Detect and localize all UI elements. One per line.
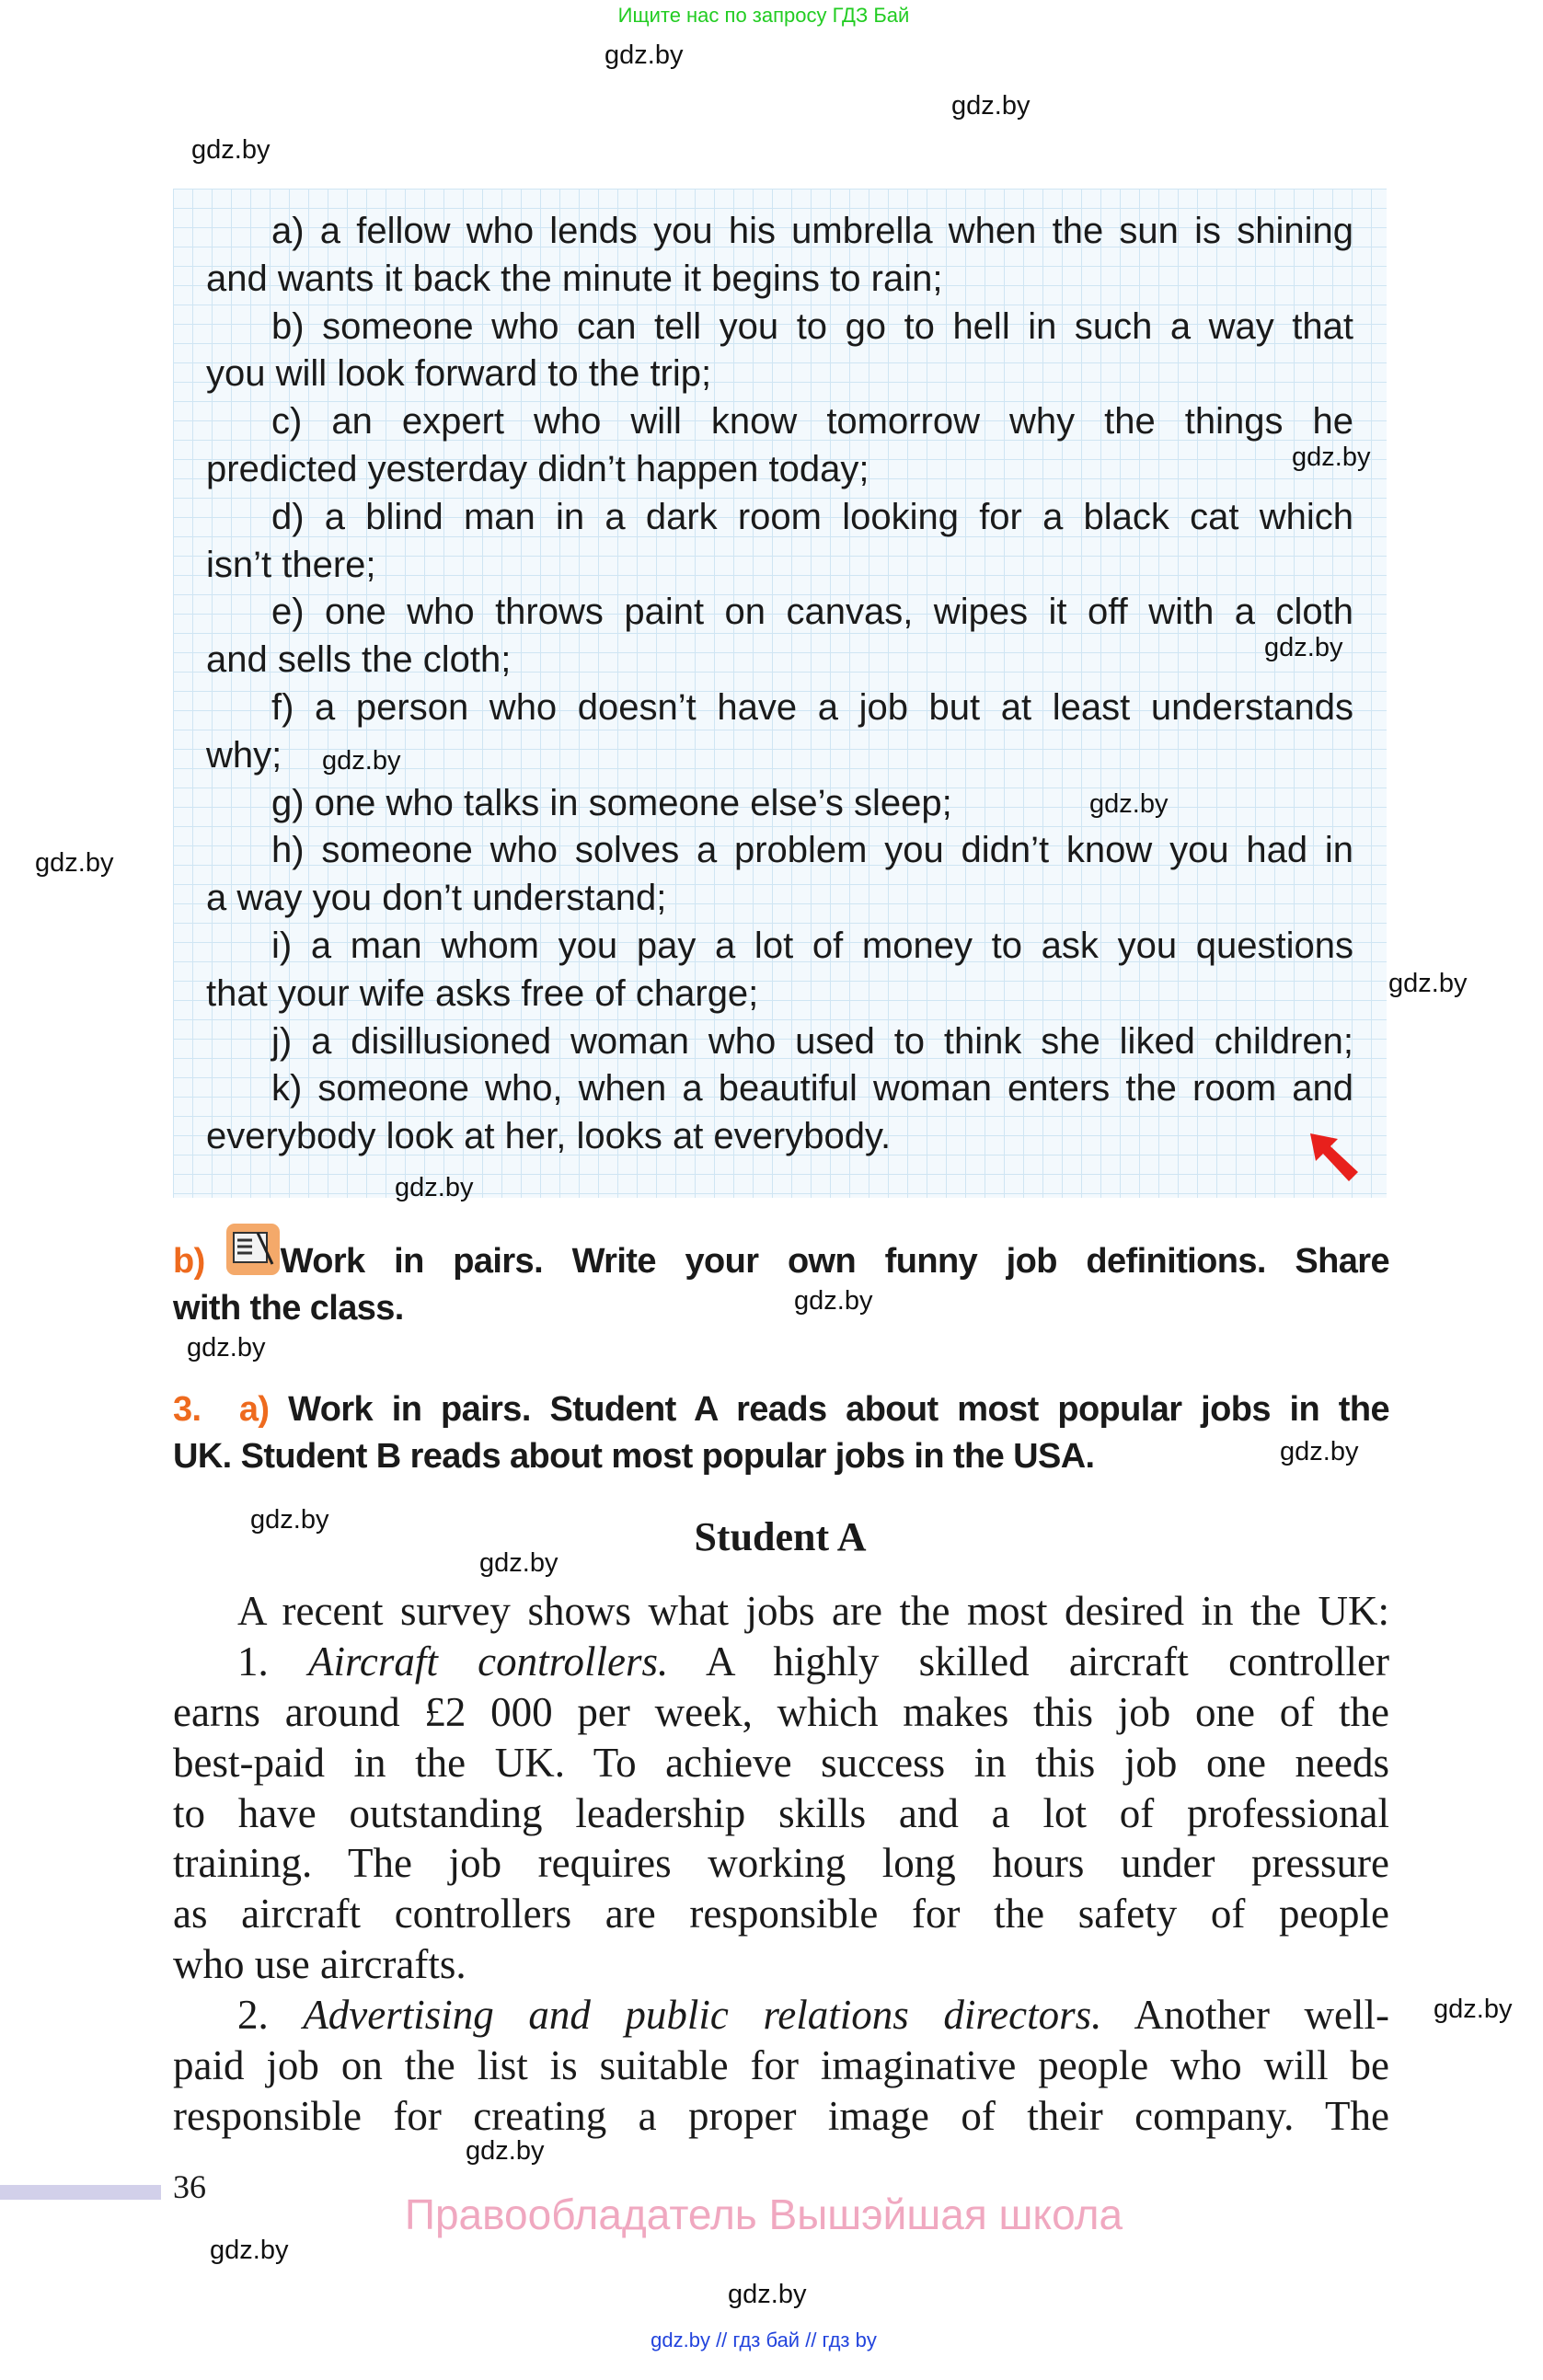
definition-line: you will look forward to the trip; [206,353,712,395]
watermark: gdz.by [322,746,401,776]
task-3-line [173,1386,1389,1433]
task-b [173,1238,1389,1332]
definition-line: everybody look at her, looks at everybody. [206,1116,892,1157]
definition-line: h) someone who solves a problem you didn’t know you had in [271,830,1353,871]
watermark: gdz.by [1434,1995,1513,2024]
definition-line: k) someone who, when a beautiful woman enters the room and [271,1068,1353,1110]
section-title: Student A [694,1514,867,1559]
student-a-article [173,1586,1389,2142]
watermark: gdz.by [191,135,271,165]
definition-line: predicted yesterday didn’t happen today; [206,448,869,489]
watermark: gdz.by [1280,1437,1359,1466]
definition-line: j) a disillusioned woman who used to think she liked children; [271,1020,1353,1062]
definition-line: why; [206,734,282,776]
article-line: as aircraft controllers are responsible for the safety of people [173,1891,1389,1937]
watermark: gdz.by [1089,789,1169,819]
definition-line: a way you don’t understand; [206,878,667,919]
page-number: 36 [173,2168,206,2205]
definition-line: and sells the cloth; [206,639,512,681]
search-hint: Ищите нас по запросу ГДЗ Бай [617,4,910,27]
red-arrow-icon [1307,1130,1364,1187]
job-definitions [206,208,1353,1161]
definition-line: g) one who talks in someone else’s sleep; [271,782,952,823]
definition-line: f) a person who doesn’t have a job but at least understands [271,686,1353,728]
definition-line: c) an expert who will know tomorrow why the things he [271,401,1353,443]
task-3-label: a) [238,1390,270,1429]
definition-line: a) a fellow who lends you his umbrella when the sun is shining [271,211,1353,251]
article-line: 1. Aircraft controllers. A highly skilled aircraft controller [237,1638,1389,1684]
watermark: gdz.by [1264,633,1343,662]
definition-line: b) someone who can tell you to go to hell in such a way that [271,305,1353,347]
article-line: responsible for creating a proper image of their company. The [173,2092,1389,2139]
task-b-text: Work in pairs. Write your own funny job definitions. Share [280,1242,1389,1281]
article-line: earns around £2 000 per week, which makes this job one of the [173,1688,1389,1735]
article-line: who use aircrafts. [173,1941,466,1988]
watermark: gdz.by [466,2136,545,2166]
copyright-owner: Правообладатель Вышэйшая школа [404,2190,1123,2238]
watermark: gdz.by [210,2236,289,2265]
task-3a [173,1386,1389,1480]
task-3-line: UK. Student B reads about most popular jobs in the USA. [173,1437,1095,1476]
watermark: gdz.by [479,1548,558,1578]
watermark: gdz.by [395,1173,474,1202]
article-line: best-paid in the UK. To achieve success in this job one needs [173,1739,1389,1786]
task-b-line: with the class. [173,1289,404,1328]
watermark: gdz.by [951,91,1031,121]
definition-line: d) a blind man in a dark room looking for a black cat which [271,496,1353,537]
article-line: 2. Advertising and public relations directors. Another well- [237,1992,1389,2039]
bottom-links[interactable]: gdz.by // гдз бай // гдз by [651,2328,877,2351]
article-line: to have outstanding leadership skills and a lot of professional [173,1789,1389,1836]
article-line: training. The job requires working long hours under pressure [173,1840,1389,1887]
article-line: paid job on the list is suitable for imaginative people who will be [173,2042,1389,2089]
article-line: A recent survey shows what jobs are the most desired in the UK: [237,1588,1389,1634]
watermark: gdz.by [605,40,684,70]
watermark: gdz.by [250,1505,329,1535]
watermark: gdz.by [1388,969,1468,998]
watermark: gdz.by [35,848,114,878]
watermark: gdz.by [728,2280,807,2309]
definition-line: isn’t there; [206,544,376,585]
definition-line: that your wife asks free of charge; [206,972,759,1014]
definition-line: e) one who throws paint on canvas, wipes it off with a cloth [271,592,1353,633]
task-b-line [173,1238,1389,1285]
task-b-label: b) [173,1242,205,1281]
watermark: gdz.by [794,1286,873,1316]
definition-line: i) a man whom you pay a lot of money to ask you questions [271,925,1353,966]
watermark: gdz.by [1292,443,1371,472]
task-number: 3. [173,1390,202,1429]
task-3-text: Work in pairs. Student A reads about most popular jobs in the [288,1390,1389,1429]
definition-line: and wants it back the minute it begins to rain; [206,258,943,299]
watermark: gdz.by [187,1333,266,1362]
